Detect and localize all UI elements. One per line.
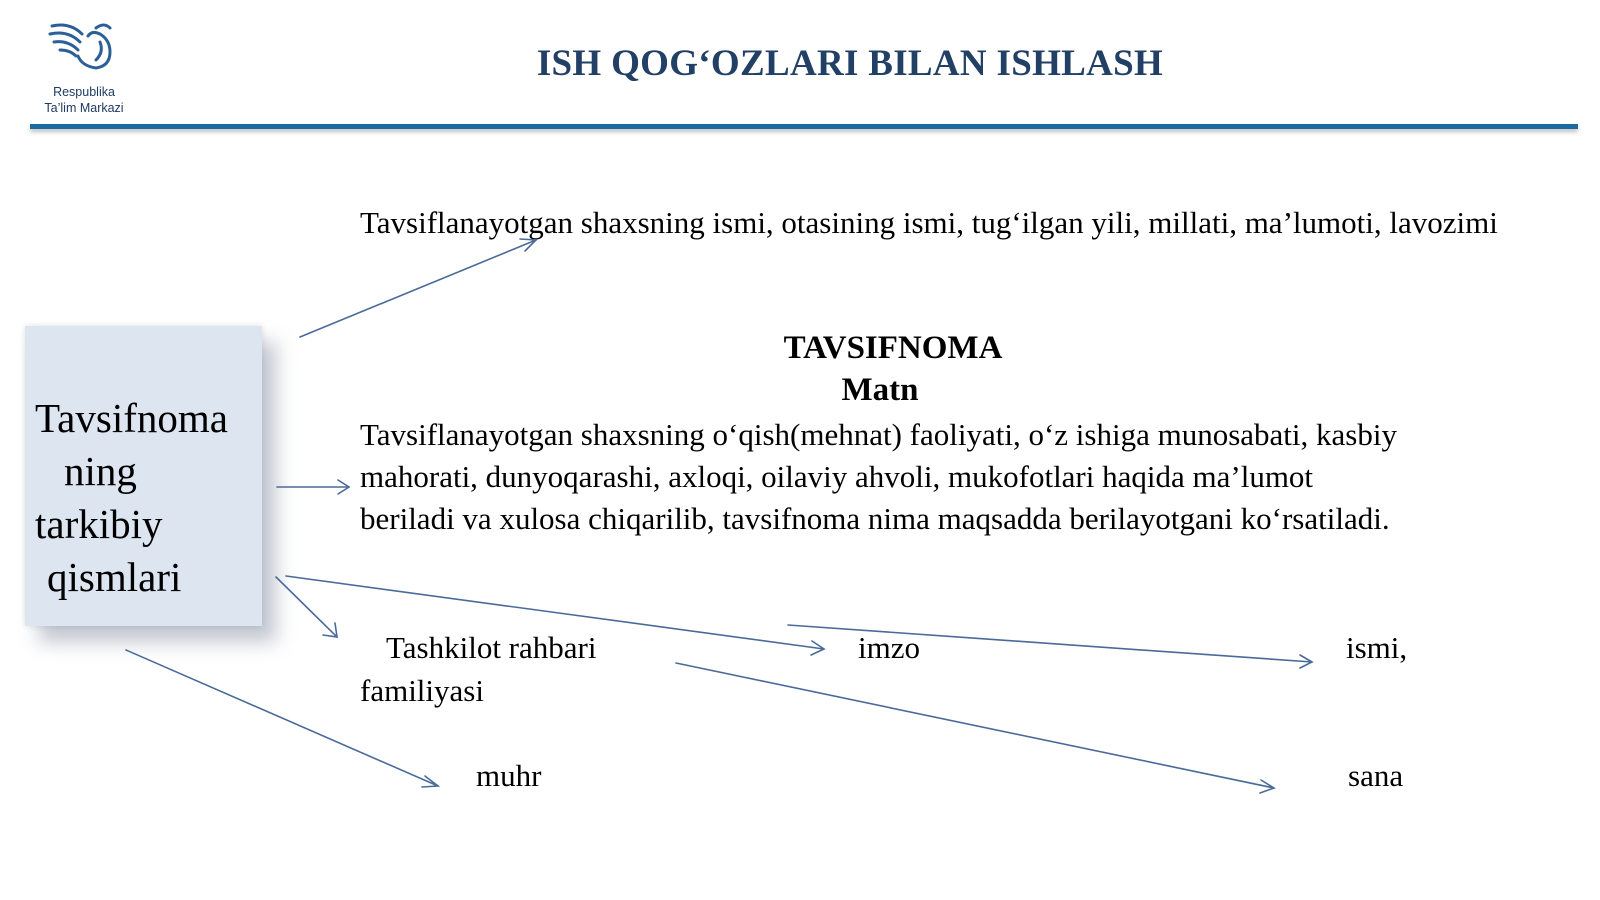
document-subheading: Matn: [841, 372, 919, 408]
arrow-to-body-text: [277, 480, 349, 494]
body-text-line-1: Tavsiflanayotgan shaxsning o‘qish(mehnat) faoliyati, o‘z ishiga munosabati, kasbiy: [360, 417, 1397, 452]
item-muhr: muhr: [476, 758, 542, 793]
item-tashkilot-rahbari: Tashkilot rahbari: [386, 630, 597, 665]
components-label-line-2: ning: [64, 448, 137, 494]
item-ismi: ismi,: [1346, 630, 1408, 665]
components-label-line-4: qismlari: [47, 554, 182, 600]
arrow-to-ismi: [788, 625, 1312, 668]
body-text-line-3: beriladi va xulosa chiqarilib, tavsifnoma nima maqsadda berilayotgani ko‘rsatiladi.: [360, 501, 1390, 536]
arrow-to-muhr: [126, 650, 438, 787]
document-heading: TAVSIFNOMA: [783, 330, 1003, 366]
item-sana: sana: [1348, 758, 1404, 793]
components-label-line-3: tarkibiy: [35, 501, 163, 547]
arrow-to-sana: [676, 663, 1274, 793]
components-label-line-1: Tavsifnoma: [35, 395, 228, 441]
personal-info-text: Tavsiflanayotgan shaxsning ismi, otasining ismi, tug‘ilgan yili, millati, ma’lumoti, lavozimi: [360, 205, 1498, 240]
body-text-line-2: mahorati, dunyoqarashi, axloqi, oilaviy ahvoli, mukofotlari haqida ma’lumot: [360, 459, 1314, 494]
logo-line-2: Ta’lim Markazi: [44, 101, 124, 115]
arrow-to-tashkilot-rahbari: [276, 577, 337, 637]
arrow-to-imzo: [286, 576, 824, 655]
arrow-to-personal-info: [300, 239, 536, 337]
logo-line-1: Respublika: [53, 85, 115, 99]
page-title: ISH QOG‘OZLARI BILAN ISHLASH: [536, 43, 1164, 84]
item-familiyasi: familiyasi: [360, 673, 484, 708]
item-imzo: imzo: [858, 630, 920, 665]
